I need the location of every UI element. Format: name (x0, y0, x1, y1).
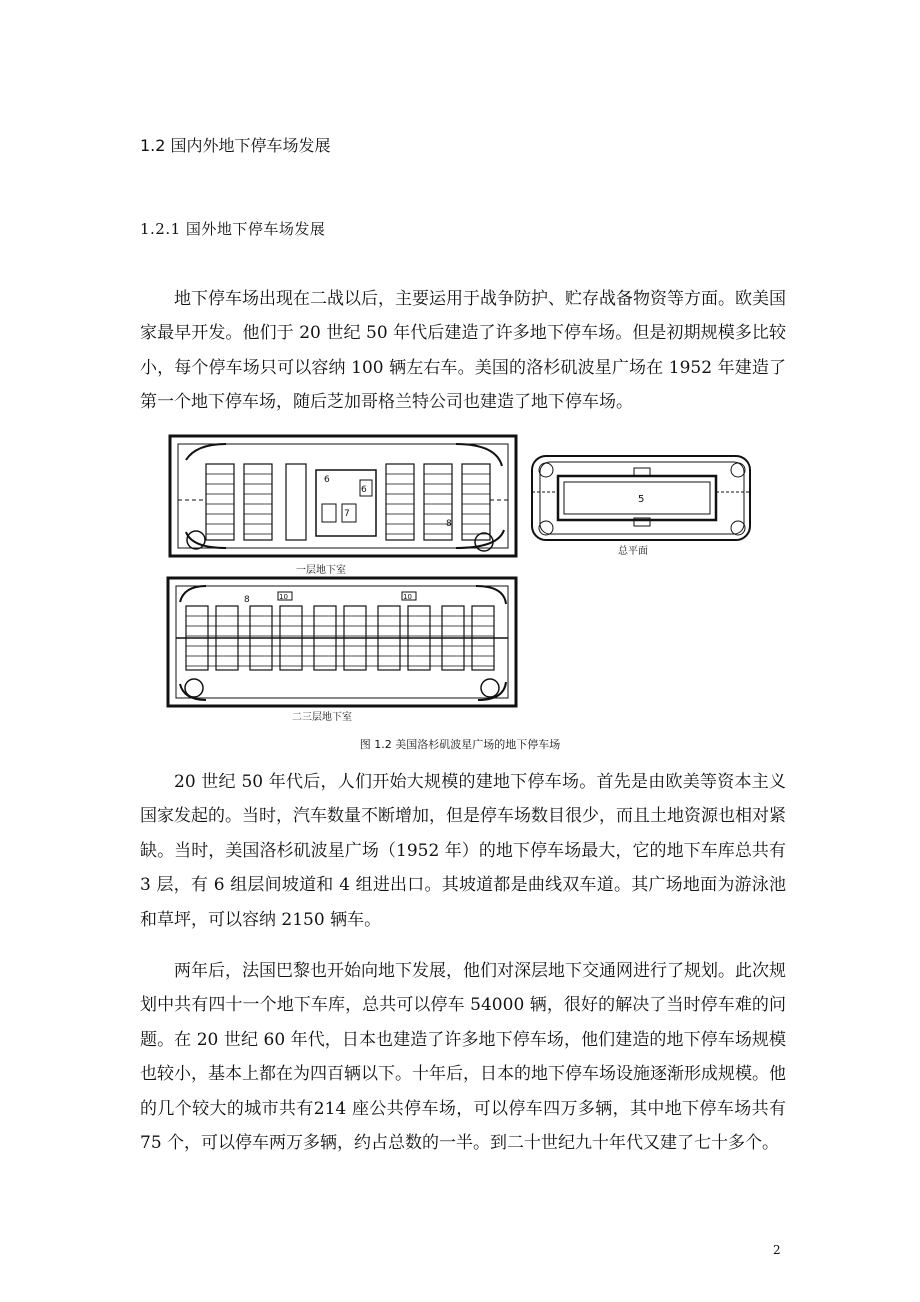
paragraph-paris-japan: 两年后，法国巴黎也开始向地下发展，他们对深层地下交通网进行了规划。此次规划中共有四十一个地下车库，总共可以停车 54000 辆，很好的解决了当时停车难的问题。在 20 世纪 60 年代，日本也建造了许多地下停车场，他们建造的地下停车场规模也较小，基本上都在为四百辆以下。十年后，日本的地下停车场设施逐渐形成规模。他的几个较大的城市共有214 座公共停车场，可以停车四万多辆，其中地下停车场共有 75 个，可以停车两万多辆，约占总数的一半。到二十世纪九十年代又建了七十多个。 (140, 961, 786, 1154)
level23-mark-b: 10 (279, 593, 288, 601)
subsection-heading: 1.2.1 国外地下停车场发展 (140, 220, 326, 238)
level23-mark-a: 8 (244, 595, 250, 605)
parking-plan-figure (166, 430, 766, 722)
level1-mark-b: 6 (361, 485, 367, 495)
level1-label: 一层地下室 (296, 565, 346, 576)
paragraph-1950s: 20 世纪 50 年代后，人们开始大规模的建地下停车场。首先是由欧美等资本主义国家发起的。当时，汽车数量不断增加，但是停车场数目很少，而且土地资源也相对紧缺。当时，美国洛杉矶波星广场（1952 年）的地下停车场最大，它的地下车库总共有 3 层，有 6 组层间坡道和 4 组进出口。其坡道都是曲线双车道。其广场地面为游泳池和草坪，可以容纳 2150 辆车。 (140, 772, 786, 930)
level23-plan (168, 578, 516, 706)
site-label: 总平面 (618, 546, 648, 557)
site-mark: 5 (638, 494, 645, 505)
level1-plan (170, 436, 516, 556)
paragraph-intro: 地下停车场出现在二战以后，主要运用于战争防护、贮存战备物资等方面。欧美国家最早开发。他们于 20 世纪 50 年代后建造了许多地下停车场。但是初期规模多比较小，每个停车场只可以容纳 100 辆左右车。美国的洛杉矶波星广场在 1952 年建造了第一个地下停车场，随后芝加哥格兰特公司也建造了地下停车场。 (140, 289, 786, 413)
level23-label: 二三层地下室 (292, 712, 352, 722)
section-heading: 1.2 国内外地下停车场发展 (140, 136, 331, 155)
level1-mark-d: 8 (446, 519, 452, 529)
figure-caption: 图 1.2 美国洛杉矶波星广场的地下停车场 (359, 738, 561, 751)
level1-mark-a: 6 (324, 475, 330, 485)
level23-mark-c: 10 (403, 593, 412, 601)
page-number: 2 (773, 1243, 781, 1257)
level1-mark-c: 7 (344, 509, 350, 519)
